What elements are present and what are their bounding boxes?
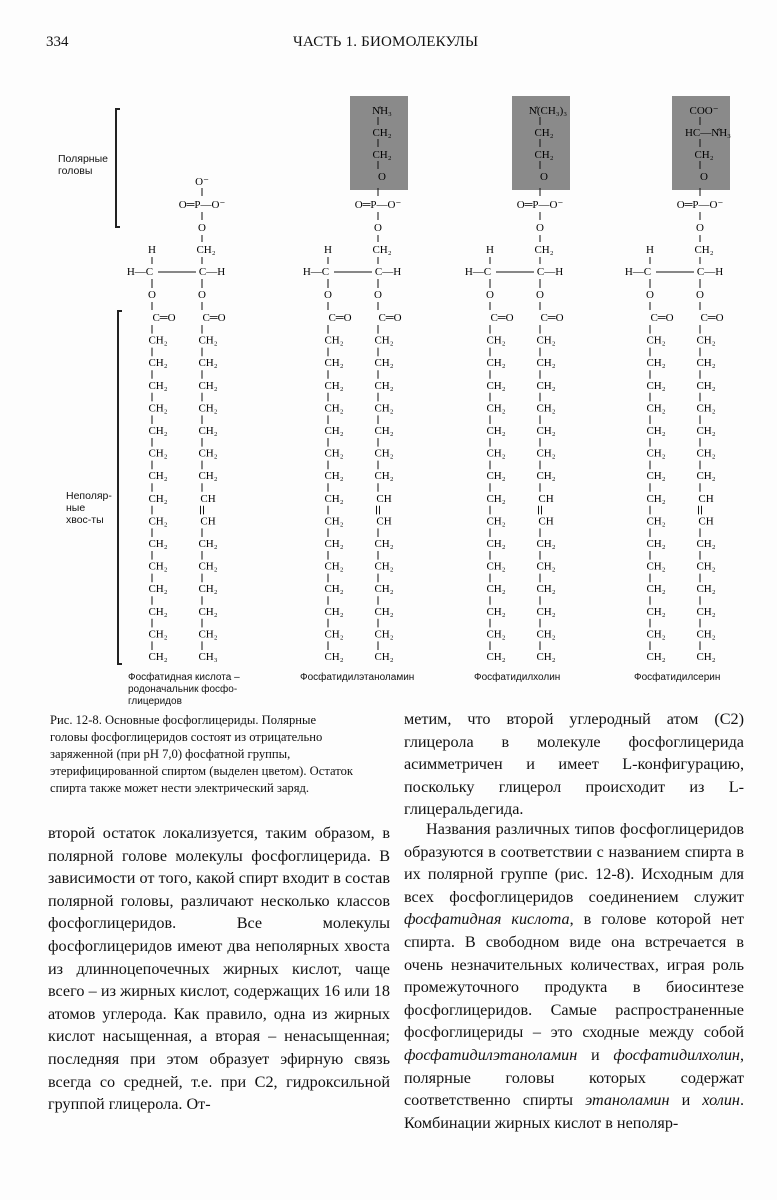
svg-text:CH₂: CH₂ — [324, 651, 344, 663]
svg-text:O═P—O⁻: O═P—O⁻ — [516, 199, 564, 211]
svg-text:O: O — [148, 289, 156, 301]
svg-text:H: H — [646, 244, 654, 256]
svg-text:CH₂: CH₂ — [696, 447, 716, 460]
svg-text:CH₂: CH₂ — [694, 244, 714, 256]
svg-text:N̊(CH₃)₃: N̊(CH₃)₃ — [528, 105, 568, 117]
svg-text:CH₂: CH₂ — [198, 357, 218, 370]
molecule-structure-1 — [120, 92, 290, 667]
svg-text:H—C: H—C — [302, 266, 330, 278]
svg-text:CH₂: CH₂ — [374, 334, 394, 347]
svg-text:CH₂: CH₂ — [646, 651, 666, 663]
svg-text:CH₂: CH₂ — [374, 447, 394, 460]
svg-text:CH₂: CH₂ — [536, 560, 556, 573]
svg-text:CH₂: CH₂ — [198, 379, 218, 392]
svg-text:CH₂: CH₂ — [486, 334, 506, 347]
svg-text:O: O — [198, 222, 206, 234]
svg-text:CH₂: CH₂ — [646, 357, 666, 370]
svg-text:C—H: C—H — [374, 266, 402, 278]
molecule-name-3: Фосфатидилхолин — [474, 672, 561, 683]
svg-text:O: O — [486, 289, 494, 301]
left-column — [48, 822, 390, 1116]
molecule-structure-3 — [458, 92, 628, 667]
svg-text:O: O — [374, 289, 382, 301]
svg-text:CH₂: CH₂ — [646, 628, 666, 641]
svg-text:C═O: C═O — [152, 312, 176, 324]
svg-text:CH₂: CH₂ — [148, 605, 168, 618]
molecule-name-4: Фосфатидилсерин — [634, 672, 721, 683]
svg-text:CH₂: CH₂ — [148, 357, 168, 370]
svg-text:CH₂: CH₂ — [486, 628, 506, 641]
svg-text:CH₂: CH₂ — [486, 560, 506, 573]
svg-text:CH₂: CH₂ — [148, 583, 168, 596]
svg-text:O═P—O⁻: O═P—O⁻ — [178, 199, 226, 211]
svg-text:CH₂: CH₂ — [148, 425, 168, 437]
svg-text:CH₂: CH₂ — [534, 149, 554, 161]
svg-text:CH₂: CH₂ — [486, 470, 506, 483]
svg-text:CH₂: CH₂ — [646, 560, 666, 573]
svg-text:CH₂: CH₂ — [486, 357, 506, 370]
svg-text:HC—N̊H₃: HC—N̊H₃ — [684, 127, 732, 139]
svg-text:CH: CH — [538, 515, 554, 528]
svg-text:CH₂: CH₂ — [536, 628, 556, 641]
svg-text:CH₂: CH₂ — [324, 515, 344, 528]
svg-text:O: O — [696, 222, 704, 234]
molecule-structure-4 — [618, 92, 777, 667]
svg-text:CH₂: CH₂ — [694, 149, 714, 161]
paragraph-left: второй остаток локализуется, таким образом, в полярной голове молекулы фосфоглицерида. В зависимости от того, какой спирт входит в состав полярной головы, различают несколько классов фосфоглицеридов. Все молекулы фосфоглицеридов имеют два неполярных хвоста из длинноцепочечных жирных кислот, чаще всего – из жирных кислот, содержащих 16 или 18 атомов углерода. Как правило, одна из жирных кислот насыщенная, а вторая – ненасыщенная; последняя при этом образует эфирную связь всегда со средней, т.е. при C2, гидроксильной группой глицерола. От- — [48, 824, 390, 1114]
svg-text:CH₂: CH₂ — [696, 583, 716, 596]
svg-text:O: O — [198, 289, 206, 301]
svg-text:CH₂: CH₂ — [646, 515, 666, 528]
svg-text:CH₂: CH₂ — [324, 605, 344, 618]
svg-text:CH₂: CH₂ — [196, 244, 216, 256]
svg-text:CH: CH — [376, 492, 392, 505]
nonpolar-tails-bracket — [117, 310, 119, 665]
svg-text:H: H — [148, 244, 156, 256]
svg-text:O⁻: O⁻ — [195, 176, 209, 188]
svg-text:CH₂: CH₂ — [148, 334, 168, 347]
svg-text:CH₂: CH₂ — [148, 560, 168, 573]
svg-text:CH₂: CH₂ — [148, 402, 168, 415]
svg-text:CH₂: CH₂ — [324, 447, 344, 460]
svg-text:O: O — [374, 222, 382, 234]
svg-text:CH₂: CH₂ — [198, 425, 218, 437]
svg-text:CH₂: CH₂ — [486, 402, 506, 415]
svg-text:CH₂: CH₂ — [148, 628, 168, 641]
svg-text:CH₂: CH₂ — [486, 425, 506, 437]
svg-text:CH: CH — [376, 515, 392, 528]
svg-text:CH₂: CH₂ — [696, 379, 716, 392]
svg-text:C—H: C—H — [198, 266, 226, 278]
nonpolar-tails-label: Неполяр-ные хвос-ты — [66, 490, 112, 526]
svg-text:O: O — [378, 171, 386, 183]
svg-text:CH: CH — [698, 515, 714, 528]
svg-text:CH₂: CH₂ — [696, 560, 716, 573]
molecule-name-1: Фосфатидная кислота – родоначальник фосфо-глицеридов — [128, 672, 240, 707]
svg-text:CH₂: CH₂ — [536, 538, 556, 550]
paragraph-phosphoglyceride-names: Названия различных типов фосфоглицеридов образуются в соответствии с названием спирта в их полярной группе (рис. 12-8). Исходным для всех фосфоглицеридов соединением служит фосфатидная кислота, в голове которой нет спирта. В свободном виде она встречается в очень незначительных количествах, играя роль промежуточного продукта в биосинтезе фосфоглицеридов. Самые распространенные фосфоглицериды – это сходные между собой фосфатидилэтаноламин и фосфатидилхолин, полярные головы которых содержат соответственно спирты этаноламин и холин. Комбинации жирных кислот в неполяр- — [404, 820, 744, 1132]
svg-text:CH: CH — [200, 492, 216, 505]
svg-text:CH₂: CH₂ — [696, 334, 716, 347]
svg-text:CH₂: CH₂ — [536, 379, 556, 392]
svg-text:CH₂: CH₂ — [324, 628, 344, 641]
svg-text:CH₂: CH₂ — [534, 244, 554, 256]
svg-text:CH₃: CH₃ — [198, 651, 218, 663]
page-number: 334 — [46, 34, 69, 50]
svg-text:CH₂: CH₂ — [534, 127, 554, 139]
svg-text:CH₂: CH₂ — [324, 425, 344, 437]
svg-text:CH₂: CH₂ — [324, 538, 344, 550]
svg-text:CH₂: CH₂ — [536, 583, 556, 596]
svg-text:CH₂: CH₂ — [374, 402, 394, 415]
svg-text:CH₂: CH₂ — [536, 447, 556, 460]
polar-heads-bracket — [115, 108, 117, 228]
svg-text:CH₂: CH₂ — [374, 379, 394, 392]
paragraph-continued: метим, что второй углеродный атом (C2) глицерола в молекуле фосфоглицерида асимметричен и имеет L-конфигурацию, поскольку глицерол происходит из L-глицеральдегида. — [404, 710, 744, 819]
svg-text:CH₂: CH₂ — [486, 492, 506, 505]
svg-text:CH₂: CH₂ — [646, 605, 666, 618]
svg-text:CH₂: CH₂ — [198, 628, 218, 641]
svg-text:CH₂: CH₂ — [646, 583, 666, 596]
svg-text:CH₂: CH₂ — [324, 560, 344, 573]
svg-text:CH₂: CH₂ — [148, 379, 168, 392]
svg-text:CH₂: CH₂ — [372, 127, 392, 139]
svg-text:CH₂: CH₂ — [198, 334, 218, 347]
svg-text:CH₂: CH₂ — [696, 470, 716, 483]
svg-text:CH₂: CH₂ — [374, 605, 394, 618]
running-title: ЧАСТЬ 1. БИОМОЛЕКУЛЫ — [293, 34, 479, 50]
svg-text:C—H: C—H — [536, 266, 564, 278]
svg-text:CH₂: CH₂ — [536, 334, 556, 347]
svg-text:C═O: C═O — [202, 312, 226, 324]
svg-text:O: O — [536, 289, 544, 301]
svg-text:CH₂: CH₂ — [198, 470, 218, 483]
svg-text:CH₂: CH₂ — [148, 515, 168, 528]
svg-text:CH₂: CH₂ — [536, 651, 556, 663]
svg-text:CH₂: CH₂ — [646, 402, 666, 415]
svg-text:H: H — [486, 244, 494, 256]
svg-text:CH₂: CH₂ — [198, 447, 218, 460]
molecule-name-2: Фосфатидилэтаноламин — [300, 672, 415, 683]
svg-text:CH₂: CH₂ — [696, 402, 716, 415]
svg-text:CH₂: CH₂ — [486, 379, 506, 392]
svg-text:CH₂: CH₂ — [372, 244, 392, 256]
svg-text:H—C: H—C — [464, 266, 492, 278]
svg-text:CH₂: CH₂ — [696, 628, 716, 641]
svg-text:CH₂: CH₂ — [198, 583, 218, 596]
svg-text:CH₂: CH₂ — [536, 605, 556, 618]
right-column — [404, 818, 744, 1134]
svg-text:CH₂: CH₂ — [198, 538, 218, 550]
svg-text:CH₂: CH₂ — [372, 149, 392, 161]
svg-text:O: O — [696, 289, 704, 301]
term-ethanolamine: этаноламин — [585, 1091, 670, 1110]
polar-heads-label: Полярные головы — [58, 153, 108, 177]
svg-text:CH₂: CH₂ — [696, 425, 716, 437]
svg-text:N̊H₃: N̊H₃ — [372, 105, 392, 117]
svg-text:CH₂: CH₂ — [646, 470, 666, 483]
svg-text:CH₂: CH₂ — [374, 560, 394, 573]
svg-text:CH₂: CH₂ — [374, 651, 394, 663]
svg-text:O: O — [536, 222, 544, 234]
svg-text:H: H — [324, 244, 332, 256]
molecule-structure-2 — [296, 92, 466, 667]
svg-text:CH₂: CH₂ — [696, 538, 716, 550]
svg-text:CH₂: CH₂ — [324, 402, 344, 415]
svg-text:CH₂: CH₂ — [198, 560, 218, 573]
svg-text:CH₂: CH₂ — [646, 538, 666, 550]
svg-text:CH: CH — [698, 492, 714, 505]
svg-text:C═O: C═O — [650, 312, 674, 324]
svg-text:CH₂: CH₂ — [374, 583, 394, 596]
svg-text:C—H: C—H — [696, 266, 724, 278]
svg-text:CH₂: CH₂ — [536, 402, 556, 415]
svg-text:CH: CH — [200, 515, 216, 528]
svg-text:CH₂: CH₂ — [486, 538, 506, 550]
svg-text:CH₂: CH₂ — [486, 651, 506, 663]
svg-text:CH₂: CH₂ — [536, 425, 556, 437]
svg-text:CH₂: CH₂ — [198, 605, 218, 618]
right-column-top — [404, 708, 744, 821]
svg-text:O═P—O⁻: O═P—O⁻ — [676, 199, 724, 211]
svg-text:CH₂: CH₂ — [148, 470, 168, 483]
svg-text:H—C: H—C — [126, 266, 154, 278]
svg-text:COO⁻: COO⁻ — [689, 105, 719, 117]
term-phosphatidic-acid: фосфатидная кислота — [404, 910, 570, 929]
svg-text:CH₂: CH₂ — [324, 470, 344, 483]
svg-text:C═O: C═O — [700, 312, 724, 324]
svg-text:C═O: C═O — [490, 312, 514, 324]
svg-text:CH₂: CH₂ — [148, 447, 168, 460]
term-phosphatidylcholine: фосфатидилхолин — [613, 1045, 740, 1064]
svg-text:CH₂: CH₂ — [198, 402, 218, 415]
svg-text:CH₂: CH₂ — [536, 357, 556, 370]
svg-text:CH₂: CH₂ — [374, 425, 394, 437]
svg-text:CH: CH — [538, 492, 554, 505]
svg-text:CH₂: CH₂ — [374, 470, 394, 483]
svg-text:CH₂: CH₂ — [696, 651, 716, 663]
svg-text:CH₂: CH₂ — [324, 379, 344, 392]
svg-text:CH₂: CH₂ — [148, 538, 168, 550]
svg-text:CH₂: CH₂ — [536, 470, 556, 483]
svg-text:CH₂: CH₂ — [486, 583, 506, 596]
svg-text:C═O: C═O — [328, 312, 352, 324]
svg-text:CH₂: CH₂ — [374, 628, 394, 641]
svg-text:CH₂: CH₂ — [148, 492, 168, 505]
svg-text:C═O: C═O — [540, 312, 564, 324]
figure-caption: Рис. 12-8. Основные фосфоглицериды. Полярные головы фосфоглицеридов состоят из отрицательно заряженной (при pH 7,0) фосфатной группы, этерифицированной спиртом (выделен цветом). Остаток спирта также может нести электрический заряд. — [50, 713, 354, 795]
svg-text:CH₂: CH₂ — [646, 492, 666, 505]
svg-text:CH₂: CH₂ — [646, 447, 666, 460]
term-choline: холин — [702, 1091, 740, 1110]
svg-text:C═O: C═O — [378, 312, 402, 324]
svg-text:CH₂: CH₂ — [696, 605, 716, 618]
svg-text:CH₂: CH₂ — [646, 425, 666, 437]
svg-text:CH₂: CH₂ — [486, 515, 506, 528]
svg-text:CH₂: CH₂ — [148, 651, 168, 663]
svg-text:CH₂: CH₂ — [696, 357, 716, 370]
svg-text:O: O — [700, 171, 708, 183]
svg-text:CH₂: CH₂ — [646, 334, 666, 347]
svg-text:CH₂: CH₂ — [646, 379, 666, 392]
svg-text:CH₂: CH₂ — [324, 334, 344, 347]
svg-text:CH₂: CH₂ — [374, 538, 394, 550]
svg-text:O: O — [646, 289, 654, 301]
svg-text:CH₂: CH₂ — [486, 447, 506, 460]
svg-text:O: O — [540, 171, 548, 183]
svg-text:CH₂: CH₂ — [324, 357, 344, 370]
term-phosphatidylethanolamine: фосфатидилэтаноламин — [404, 1045, 578, 1064]
svg-text:O═P—O⁻: O═P—O⁻ — [354, 199, 402, 211]
svg-text:CH₂: CH₂ — [486, 605, 506, 618]
svg-text:CH₂: CH₂ — [324, 492, 344, 505]
svg-text:O: O — [324, 289, 332, 301]
svg-text:CH₂: CH₂ — [324, 583, 344, 596]
svg-text:H—C: H—C — [624, 266, 652, 278]
svg-text:CH₂: CH₂ — [374, 357, 394, 370]
